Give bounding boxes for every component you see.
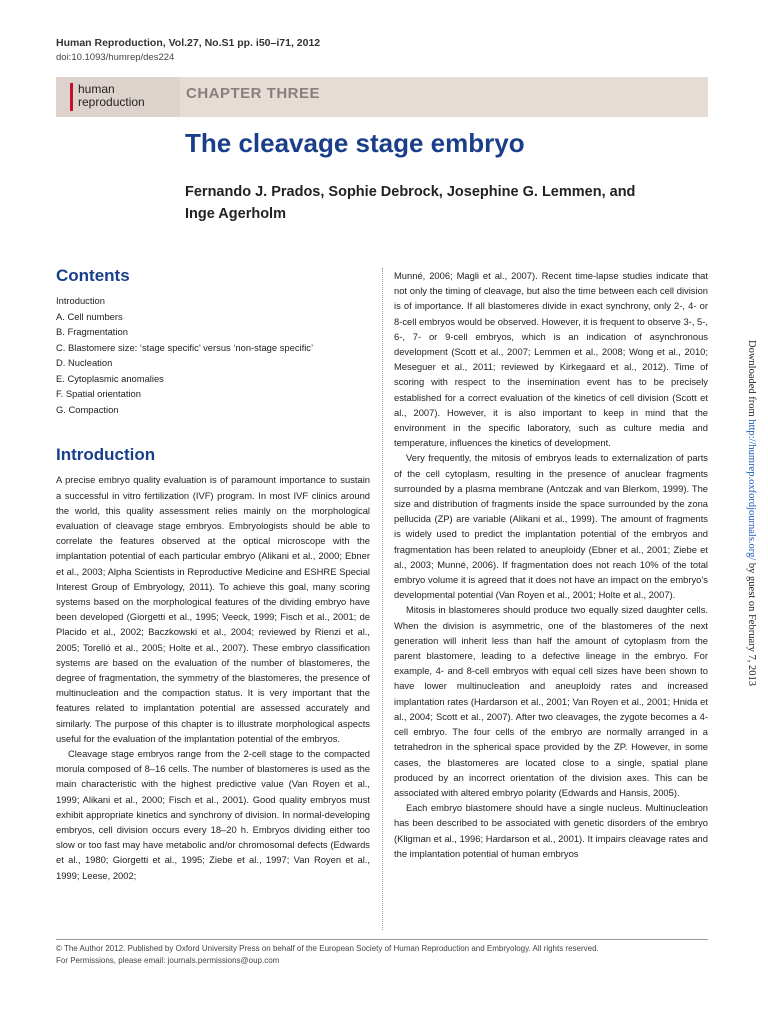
footer-divider <box>56 939 708 940</box>
download-link[interactable]: http://humrep.oxfordjournals.org/ <box>746 419 757 561</box>
column-divider <box>382 268 383 930</box>
journal-citation: Human Reproduction, Vol.27, No.S1 pp. i50–i71, 2012 <box>56 37 321 49</box>
introduction-paragraph-1: A precise embryo quality evaluation is of paramount importance to sustain a successful in vitro fertilization (IVF) program. In most IVF clinics around the world, this quality assessment relies mainly on the morphological evaluation of cleavage stage embryos. Embryologists should be able to correlate the features observed at the optical microscope with the implantation potential of each particular embryo (Alikani et al., 2000; Ebner et al., 2003; Alpha Scientists in Reproductive Medicine and ESHRE Special Interest Group of Embryology, 2011). To achieve this goal, many scoring systems based on the morphological features of the dividing embryo have been developed (Giorgetti et al., 1995; Veeck, 1999; Fisch et al., 2001; de Placido et al., 2002; Baczkowski et al., 2004; reviewed by Rienzi et al., 2005; Torelló et al., 2005; Holte et al., 2007). These embryo classification systems are based on the evaluation of the number of blastomeres, the degree of fragmentation, the symmetry of the blastomeres, the presence of multinucleation and the compaction status. It is very important that the features related to implantation potential are assessed accurately and similarly. The purpose of this chapter is to illustrate morphological aspects useful for the evaluation of the implantation potential of the embryos. <box>56 474 370 744</box>
logo-accent-bar <box>70 83 73 111</box>
download-note <box>746 340 757 686</box>
introduction-paragraph-2: Cleavage stage embryos range from the 2-cell stage to the compacted morula composed of 8–16 cells. The number of blastomeres is used as the main characteristic with the highest predictive value (Van Royen et al., 1999; Alikani et al., 2000; Fisch et al., 2001). Good quality embryos must exhibit appropriate kinetics and synchrony of division. In normal-developing embryos, cell division occurs every 18–20 h. Embryos dividing either too slow or too fast may have metabolic and/or chromosomal defects (Edwards et al., 1980; Giorgetti et al., 1995; Ziebe et al., 1997; Van Royen et al., 1999; Leese, 2002; <box>56 748 370 881</box>
contents-heading: Contents <box>56 266 130 285</box>
logo-line-2: reproduction <box>78 95 145 109</box>
introduction-heading: Introduction <box>56 445 156 465</box>
toc-item[interactable]: C. Blastomere size: ‘stage specific’ versus ‘non-stage specific’ <box>56 341 314 353</box>
body-paragraph-2: Very frequently, the mitosis of embryos leads to externalization of parts of the cell cytoplasm, resulting in the presence of anuclear fragments surrounded by a plasma membrane (Antczak and van Blerkom, 1999). The size and distribution of fragments inside the space surrounded by the zona pellucida (ZP) are variable (Alikani et al., 1999). The amount of fragments is widely used to predict the implantation potential of the embryos and fragmentation has been related to aneuploidy (Ebner et al., 2001; Ziebe et al., 2003; Munné, 2006). If fragmentation does not reach 10% of the total embryo volume it is agreed that it does not have an impact on the embryo’s developmental potential (Van Royen et al., 2001; Holte et al., 2007). <box>394 452 708 601</box>
chapter-label: CHAPTER THREE <box>186 85 321 102</box>
download-note-prefix: Downloaded from <box>746 340 757 420</box>
left-column <box>56 268 370 883</box>
body-paragraph-1: Munné, 2006; Magli et al., 2007). Recent time-lapse studies indicate that not only the timing of cleavage, but also the time between each cell division is of importance. If all blastomeres divide in exact synchrony, only 2-, 4- or 8-cell embryos would be observed. However, it is frequent to observe 3-, 5-, 6-, 7- or 9-cell embryos, which is an indication of asynchronous development (Scott et al., 2007; Lemmen et al., 2008; Wong et al., 2010; Meseguer et al., 2011; reviewed by Kirkegaard et al., 2012). Time of scoring with respect to the insemination event has to be precisely established for a correct evaluation of the kinetics of cell division (Scott et al., 2007). However, it is also important to keep in mind that the environment in the specific laboratory, such as culture media and temperature, influences the kinetics of development. <box>394 270 708 449</box>
logo-line-1: human <box>78 82 115 96</box>
toc-item[interactable]: F. Spatial orientation <box>56 388 141 400</box>
permissions-line: For Permissions, please email: journals.permissions@oup.com <box>56 956 280 965</box>
doi-link[interactable]: doi:10.1093/humrep/des224 <box>56 52 175 63</box>
download-note-suffix: by guest on February 7, 2013 <box>746 560 757 686</box>
body-paragraph-4: Each embryo blastomere should have a single nucleus. Multinucleation has been described to be associated with genetic disorders of the embryo (Kligman et al., 1996; Hardarson et al., 2001). It impairs cleavage rates and the implantation potential of human embryos <box>394 802 708 859</box>
toc-item[interactable]: D. Nucleation <box>56 357 113 369</box>
journal-logo <box>56 77 180 117</box>
contents-list <box>56 293 370 417</box>
copyright-line: © The Author 2012. Published by Oxford University Press on behalf of the European Society of Human Reproduction and Embryology. All rights reserved. <box>56 944 599 953</box>
logo-text <box>78 83 145 109</box>
article-title: The cleavage stage embryo <box>185 128 525 158</box>
copyright-footer <box>56 943 599 967</box>
right-column <box>394 268 708 861</box>
author-list: Fernando J. Prados, Sophie Debrock, Josephine G. Lemmen, and Inge Agerholm <box>185 184 636 222</box>
body-paragraph-3: Mitosis in blastomeres should produce two equally sized daughter cells. When the division is asymmetric, one of the blastomeres of the next generation will inherit less than half the amount of cytoplasm from the parent blastomere, leading to a defective lineage in the embryo. For example, 4- and 8-cell embryos with equal cell sizes have been shown to have lower multinucleation and aneuploidy rates and increased implantation rates (Hardarson et al., 2001; Van Royen et al., 2001; Hnida et al., 2004; Scott et al., 2007). After two cleavages, the zygote becomes a 4-cell embryo. The four cells of the embryo are normally arranged in a tetrahedron in the spherical space provided by the ZP. However, in some cases, the blastomeres are located close to a single, spatial plane produced by an incorrect orientation of the division axes. This can be associated with altered embryo polarity (Edwards and Hansis, 2005). <box>394 604 708 798</box>
toc-item[interactable]: Introduction <box>56 295 105 307</box>
toc-item[interactable]: E. Cytoplasmic anomalies <box>56 372 164 384</box>
toc-item[interactable]: A. Cell numbers <box>56 310 123 322</box>
toc-item[interactable]: B. Fragmentation <box>56 326 128 338</box>
chapter-banner <box>56 77 708 117</box>
toc-item[interactable]: G. Compaction <box>56 403 119 415</box>
